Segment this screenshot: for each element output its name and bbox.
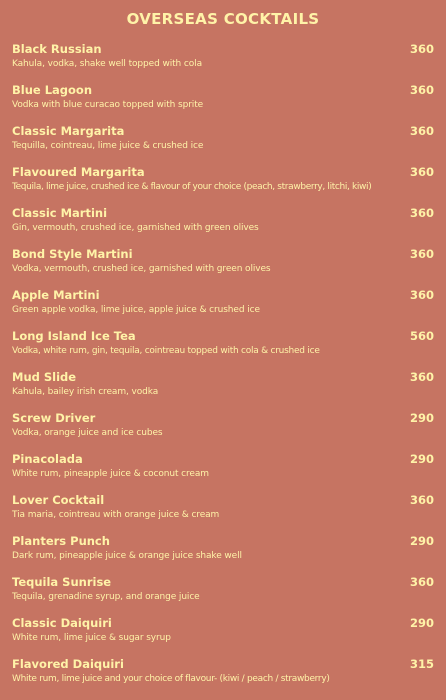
- item-description: Tia maria, cointreau with orange juice & cream: [12, 510, 220, 520]
- item-price: 290: [409, 452, 434, 466]
- item-description: Tequilla, cointreau, lime juice & crushed ice: [12, 141, 204, 151]
- item-description: Gin, vermouth, crushed ice, garnished with green olives: [12, 223, 259, 233]
- item-price: 360: [409, 575, 434, 589]
- item-name: Flavoured Margarita: [12, 165, 145, 179]
- menu-item-classic-margarita: [12, 124, 434, 158]
- item-price: 560: [409, 329, 434, 343]
- menu-item-tequila-sunrise: [12, 575, 434, 609]
- item-price: 360: [409, 247, 434, 261]
- item-description: White rum, pineapple juice & coconut cream: [12, 469, 209, 479]
- item-price: 290: [409, 616, 434, 630]
- item-price: 360: [409, 370, 434, 384]
- item-price: 360: [409, 165, 434, 179]
- item-price: 290: [409, 411, 434, 425]
- item-name: Pinacolada: [12, 452, 83, 466]
- menu-item-lover-cocktail: [12, 493, 434, 527]
- item-name: Mud Slide: [12, 370, 77, 384]
- menu-item-long-island-ice-tea: [12, 329, 434, 363]
- item-price: 360: [409, 206, 434, 220]
- item-description: Vodka, vermouth, crushed ice, garnished with green olives: [12, 264, 271, 274]
- item-name: Lover Cocktail: [12, 493, 105, 507]
- item-name: Planters Punch: [12, 534, 110, 548]
- item-name: Blue Lagoon: [12, 83, 93, 97]
- item-name: Apple Martini: [12, 288, 100, 302]
- item-name: Long Island Ice Tea: [12, 329, 136, 343]
- item-description: Kahula, vodka, shake well topped with cola: [12, 59, 202, 69]
- item-price: 360: [409, 42, 434, 56]
- item-price: 360: [409, 288, 434, 302]
- item-description: Dark rum, pineapple juice & orange juice shake well: [12, 551, 242, 561]
- item-price: 360: [409, 124, 434, 138]
- item-name: Flavored Daiquiri: [12, 657, 124, 671]
- item-name: Classic Martini: [12, 206, 108, 220]
- item-price: 360: [409, 493, 434, 507]
- item-description: Kahula, bailey irish cream, vodka: [12, 387, 159, 397]
- item-description: White rum, lime juice and your choice of flavour- (kiwi / peach / strawberry): [12, 674, 330, 684]
- item-description: Vodka, white rum, gin, tequila, cointreau topped with cola & crushed ice: [12, 346, 320, 356]
- menu-item-flavoured-margarita: [12, 165, 434, 199]
- menu-item-apple-martini: [12, 288, 434, 322]
- menu-item-classic-martini: [12, 206, 434, 240]
- item-description: Green apple vodka, lime juice, apple juice & crushed ice: [12, 305, 260, 315]
- item-description: White rum, lime juice & sugar syrup: [12, 633, 171, 643]
- menu-item-flavored-daiquiri: [12, 657, 434, 691]
- item-name: Tequila Sunrise: [12, 575, 112, 589]
- item-price: 360: [409, 83, 434, 97]
- item-description: Vodka with blue curacao topped with sprite: [12, 100, 204, 110]
- item-description: Tequila, lime juice, crushed ice & flavour of your choice (peach, strawberry, litchi, kiwi): [12, 182, 372, 192]
- item-name: Screw Driver: [12, 411, 96, 425]
- menu-item-black-russian: [12, 42, 434, 76]
- item-description: Tequila, grenadine syrup, and orange juice: [12, 592, 200, 602]
- item-description: Vodka, orange juice and ice cubes: [12, 428, 163, 438]
- menu-item-classic-daiquiri: [12, 616, 434, 650]
- item-name: Black Russian: [12, 42, 102, 56]
- menu-item-mud-slide: [12, 370, 434, 404]
- menu-title: OVERSEAS COCKTAILS: [126, 10, 320, 28]
- item-price: 315: [409, 657, 434, 671]
- item-name: Bond Style Martini: [12, 247, 133, 261]
- menu-item-pinacolada: [12, 452, 434, 486]
- menu-item-blue-lagoon: [12, 83, 434, 117]
- item-name: Classic Daiquiri: [12, 616, 112, 630]
- menu-item-bond-style-martini: [12, 247, 434, 281]
- item-price: 290: [409, 534, 434, 548]
- menu-item-screw-driver: [12, 411, 434, 445]
- item-name: Classic Margarita: [12, 124, 125, 138]
- menu-item-planters-punch: [12, 534, 434, 568]
